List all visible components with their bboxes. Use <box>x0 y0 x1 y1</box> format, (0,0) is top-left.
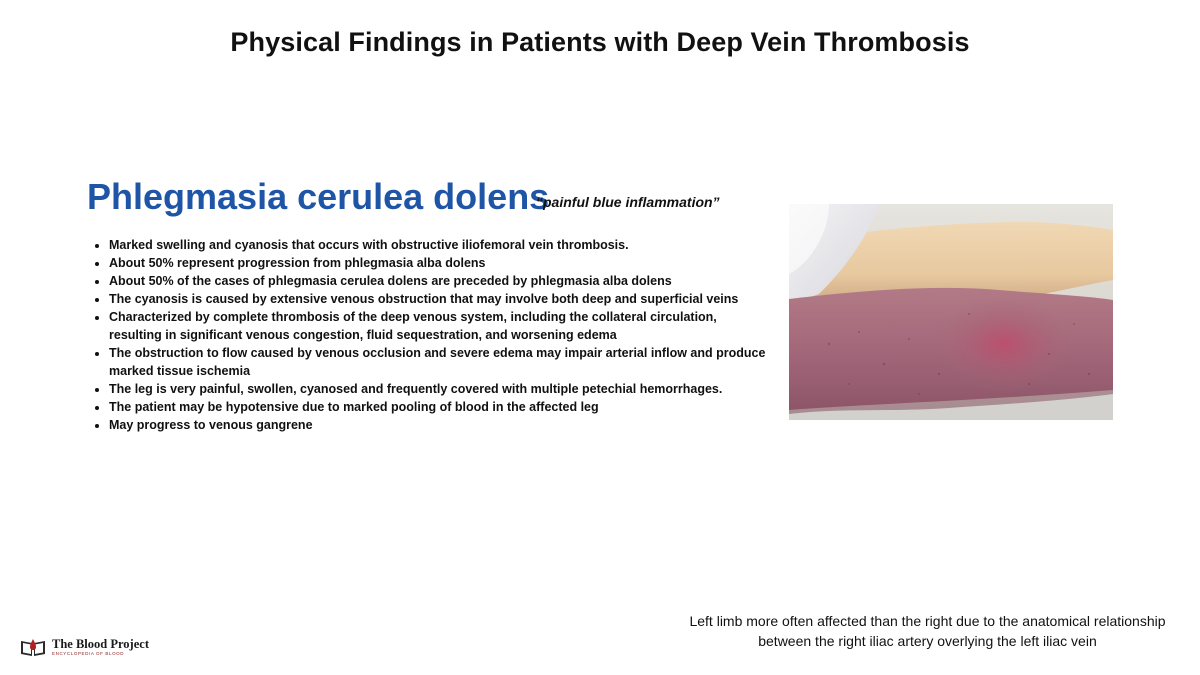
section-subtitle: “painful blue inflammation” <box>536 194 720 210</box>
logo-name: The Blood Project <box>52 636 149 651</box>
footnote-line-1: Left limb more often affected than the right due to the anatomical relationship <box>689 613 1166 629</box>
finding-item: • The patient may be hypotensive due to marked pooling of blood in the affected leg <box>109 398 769 416</box>
footnote-line-2: between the right iliac artery overlying the left iliac vein <box>758 633 1097 649</box>
finding-item: • About 50% represent progression from phlegmasia alba dolens <box>109 254 769 272</box>
section-heading: Phlegmasia cerulea dolens <box>87 176 550 217</box>
finding-item: • The cyanosis is caused by extensive venous obstruction that may involve both deep and superficial veins <box>109 290 769 308</box>
finding-item: • The obstruction to flow caused by venous occlusion and severe edema may impair arterial inflow and produce marked tissue ischemia <box>109 344 769 380</box>
finding-item: • About 50% of the cases of phlegmasia cerulea dolens are preceded by phlegmasia alba dolens <box>109 272 769 290</box>
finding-item: • Marked swelling and cyanosis that occurs with obstructive iliofemoral vein thrombosis. <box>109 236 769 254</box>
clinical-photo-image <box>789 204 1113 420</box>
logo <box>20 637 149 657</box>
finding-item: • Characterized by complete thrombosis of the deep venous system, including the collateral circulation, resulting in significant venous congestion, fluid sequestration, and worsening edema <box>109 308 769 344</box>
footnote <box>655 611 1200 651</box>
finding-item: • May progress to venous gangrene <box>109 416 769 434</box>
slide-title: Physical Findings in Patients with Deep Vein Thrombosis <box>230 27 970 57</box>
clinical-photo <box>789 204 1113 420</box>
findings-list <box>91 236 769 434</box>
open-book-blood-drop-icon <box>20 637 46 657</box>
finding-item: • The leg is very painful, swollen, cyanosed and frequently covered with multiple petechial hemorrhages. <box>109 380 769 398</box>
logo-tagline: ENCYCLOPEDIA OF BLOOD <box>52 650 125 656</box>
